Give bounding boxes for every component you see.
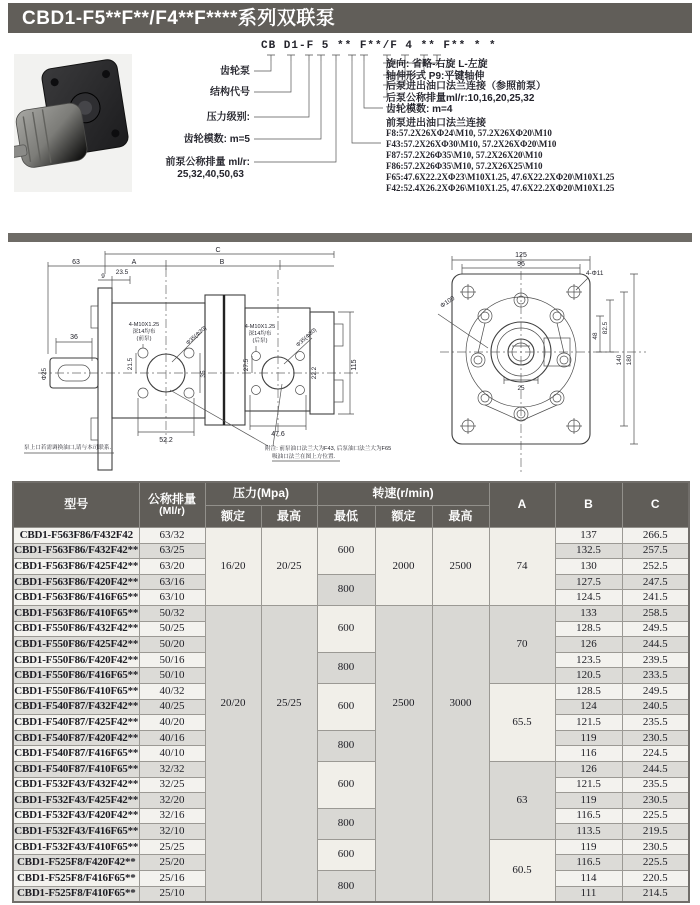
dim-47-6: 47.6: [271, 431, 285, 438]
col-header-pressure: 压力(Mpa): [205, 482, 317, 506]
dim-c-cell: 266.5: [622, 528, 689, 544]
flange-spec-f42: F42:52.4X26.2XΦ26\M10X1.25, 47.6X22.2XΦ20\M10X1.25: [386, 183, 615, 193]
dim-4-holes: 4-Φ11: [586, 270, 604, 277]
svg-text:附注: 前泵油口法兰大为F43, 后泵油口法兰大为F65: 附注: 前泵油口法兰大为F43, 后泵油口法兰大为F65: [265, 446, 392, 452]
section-divider: [8, 233, 692, 242]
dim-a-cell: 63: [489, 761, 555, 839]
dim-a-cell: 70: [489, 605, 555, 683]
pressure-rated-cell: 20/20: [205, 605, 261, 902]
speed-rated-cell: 2500: [375, 605, 432, 902]
speed-min-cell: 800: [317, 574, 375, 605]
pressure-max-cell: 25/25: [261, 605, 317, 902]
dim-23-5: 23.5: [115, 269, 129, 276]
pump-photo-graphic: [14, 54, 132, 192]
label-front-displacement: 前泵公称排量 ml/r:: [165, 157, 250, 168]
title-bar: [8, 3, 692, 33]
label-structure-code: 结构代号: [210, 87, 250, 98]
table-row: CBD1-F550F86/F420F42** 50/16 800 123.5 239.5: [13, 652, 689, 668]
code-connectors-left: [254, 61, 336, 162]
speed-min-cell: 800: [317, 730, 375, 761]
dim-9: 9: [101, 273, 105, 280]
dim-52-2: 52.2: [159, 437, 173, 444]
dim-port-rear: Φ35(Φ30): [295, 327, 318, 349]
dimension-drawings: [10, 246, 690, 478]
speed-min-cell: 600: [317, 683, 375, 730]
dimension-drawing-side: [24, 247, 391, 470]
svg-text:(前泵): (前泵): [136, 336, 152, 342]
dim-21-5: 21.5: [127, 357, 134, 371]
speed-min-cell: 600: [317, 839, 375, 870]
col-header-displacement: 公称排量 (Ml/r): [139, 482, 205, 528]
table-row: CBD1-F532F43/F416F65** 32/10 113.5 219.5: [13, 824, 689, 840]
label-rotation: 旋向: 省略-右旋 L-左旋: [386, 59, 488, 70]
dim-a-cell: 74: [489, 528, 555, 606]
table-row: CBD1-F550F86/F416F65** 50/10 120.5 233.5: [13, 668, 689, 684]
table-row: CBD1-F550F86/F410F65** 40/32 600 65.5 128.5 249.5: [13, 683, 689, 699]
svg-text:吸油口法兰在图上方位置.: 吸油口法兰在图上方位置.: [272, 454, 336, 460]
dim-port-front: Φ35(Φ30): [185, 325, 208, 347]
speed-min-cell: 800: [317, 652, 375, 683]
col-header-a: A: [489, 482, 555, 528]
dim-36: 36: [70, 334, 78, 341]
table-row: CBD1-F540F87/F420F42** 40/16 800 119 230.5: [13, 730, 689, 746]
label-front-displacement-values: 25,32,40,50,63: [177, 169, 244, 180]
dim-35: 35: [200, 370, 207, 378]
speed-min-cell: 600: [317, 528, 375, 575]
speed-min-cell: 600: [317, 761, 375, 808]
dim-b: B: [219, 259, 225, 266]
table-row: CBD1-F563F86/F432F42** 63/25 132.5 257.5: [13, 543, 689, 559]
speed-max-cell: 2500: [432, 528, 489, 606]
speed-rated-cell: 2000: [375, 528, 432, 606]
svg-text:深14均布: 深14均布: [248, 331, 272, 337]
model-code: CB D1-F 5 ** F**/F 4 ** F** * *: [261, 40, 497, 52]
col-header-model: 型号: [13, 482, 139, 528]
flange-spec-f65: F65:47.6X22.2XΦ23\M10X1.25, 47.6X22.2XΦ20\M10X1.25: [386, 172, 615, 182]
label-gear-pump: 齿轮泵: [220, 66, 250, 77]
table-row: CBD1-F540F87/F425F42** 40/20 121.5 235.5: [13, 715, 689, 731]
table-row: CBD1-F563F86/F425F42** 63/20 130 252.5: [13, 559, 689, 575]
dim-115: 115: [351, 359, 358, 371]
dim-pilot: Φ100: [439, 295, 457, 310]
pressure-max-cell: 20/25: [261, 528, 317, 606]
speed-min-cell: 800: [317, 871, 375, 903]
pressure-rated-cell: 16/20: [205, 528, 261, 606]
col-header-speed-min: 最低: [317, 506, 375, 528]
spec-table: [12, 481, 690, 903]
note-right: [265, 444, 391, 461]
table-row: CBD1-F525F8/F420F42** 25/20 116.5 225.5: [13, 855, 689, 871]
table-row: CBD1-F563F86/F416F65** 63/10 124.5 241.5: [13, 590, 689, 606]
table-row: CBD1-F563F86/F410F65** 50/32 20/20 25/25 600 2500 3000 70 133 258.5: [13, 605, 689, 621]
dim-63: 63: [72, 259, 80, 266]
page-title: CBD1-F5**F**/F4**F****系列双联泵: [22, 8, 336, 29]
label-shaft-type: 轴伸形式 P9:平键轴伸: [386, 71, 485, 82]
table-row: CBD1-F540F87/F416F65** 40/10 116 224.5: [13, 746, 689, 762]
dim-140: 140: [616, 354, 623, 366]
table-row: CBD1-F532F43/F432F42** 32/25 121.5 235.5: [13, 777, 689, 793]
dim-96: 96: [517, 261, 525, 268]
callout-front-ports: [129, 322, 159, 348]
col-header-speed: 转速(r/min): [317, 482, 489, 506]
dim-22-2: 22.2: [311, 366, 318, 380]
table-row: CBD1-F540F87/F410F65** 32/32 600 63 126 244.5: [13, 761, 689, 777]
label-rear-displacement: 后泵公称排量ml/r:10,16,20,25,32: [386, 93, 535, 104]
dimension-drawing-front: [438, 252, 646, 474]
table-row: CBD1-F532F43/F420F42** 32/16 800 116.5 225.5: [13, 808, 689, 824]
dim-27-5: 27.5: [243, 358, 250, 372]
dim-shaft: Φ25: [41, 367, 48, 381]
label-gear-module-front: 齿轮模数: m=5: [183, 134, 250, 145]
table-row: [13, 528, 689, 544]
col-header-pressure-rated: 额定: [205, 506, 261, 528]
dim-b-cell: 137: [555, 528, 622, 544]
dim-125: 125: [515, 252, 527, 259]
table-row: CBD1-F525F8/F410F65** 25/10 111 214.5: [13, 886, 689, 902]
dim-82-5: 82.5: [602, 321, 609, 335]
table-row: CBD1-F540F87/F432F42** 40/25 124 240.5: [13, 699, 689, 715]
col-header-pressure-max: 最高: [261, 506, 317, 528]
speed-max-cell: 3000: [432, 605, 489, 902]
table-row: CBD1-F563F86/F420F42** 63/16 800 127.5 247.5: [13, 574, 689, 590]
dim-a-cell: 65.5: [489, 683, 555, 761]
dim-48: 48: [592, 332, 599, 340]
dim-a-cell: 60.5: [489, 839, 555, 902]
callout-rear-ports: [245, 324, 275, 351]
speed-min-cell: 800: [317, 808, 375, 839]
table-row: CBD1-F525F8/F416F65** 25/16 800 114 220.5: [13, 871, 689, 887]
svg-text:泵上口若需调换油口,请与本司联系.: 泵上口若需调换油口,请与本司联系.: [24, 445, 112, 451]
svg-text:(后泵): (后泵): [252, 338, 268, 344]
dim-c: C: [215, 247, 221, 254]
table-row: CBD1-F550F86/F432F42** 50/25 128.5 249.5: [13, 621, 689, 637]
dim-25: 25: [517, 385, 525, 392]
flange-spec-f87: F87:57.2X26Φ35\M10, 57.2X26X20\M10: [386, 150, 543, 160]
svg-text:4-M10X1.25: 4-M10X1.25: [244, 324, 276, 330]
product-photo: [14, 54, 132, 192]
flange-spec-f8: F8:57.2X26XΦ24\M10, 57.2X26XΦ20\M10: [386, 128, 552, 138]
table-row: CBD1-F532F43/F410F65** 25/25 600 60.5 119 230.5: [13, 839, 689, 855]
speed-min-cell: 600: [317, 605, 375, 652]
label-pressure-grade: 压力级别:: [206, 112, 250, 123]
table-row: CBD1-F550F86/F425F42** 50/20 126 244.5: [13, 637, 689, 653]
disp-cell: 63/32: [139, 528, 205, 544]
svg-text:深14均布: 深14均布: [132, 329, 156, 335]
label-rear-flange: 后泵进出油口法兰连接（参照前泵）: [386, 81, 546, 92]
label-front-flange: 前泵进出油口法兰连接: [386, 118, 486, 129]
label-gear-module-rear: 齿轮模数: m=4: [386, 104, 453, 115]
dim-a: A: [131, 259, 137, 266]
col-header-c: C: [622, 482, 689, 528]
model-cell: CBD1-F563F86/F432F42: [13, 528, 139, 544]
flange-spec-f86: F86:57.2X26Φ35\M10, 57.2X26X25\M10: [386, 161, 543, 171]
dim-180: 180: [626, 354, 633, 366]
table-row: CBD1-F532F43/F425F42** 32/20 119 230.5: [13, 793, 689, 809]
col-header-b: B: [555, 482, 622, 528]
model-code-diagram: [128, 34, 696, 234]
flange-spec-f43: F43:57.2X26XΦ30\M10, 57.2X26XΦ20\M10: [386, 139, 557, 149]
col-header-speed-max: 最高: [432, 506, 489, 528]
col-header-speed-rated: 额定: [375, 506, 432, 528]
svg-text:4-M10X1.25: 4-M10X1.25: [128, 322, 160, 328]
note-left: [24, 443, 114, 453]
